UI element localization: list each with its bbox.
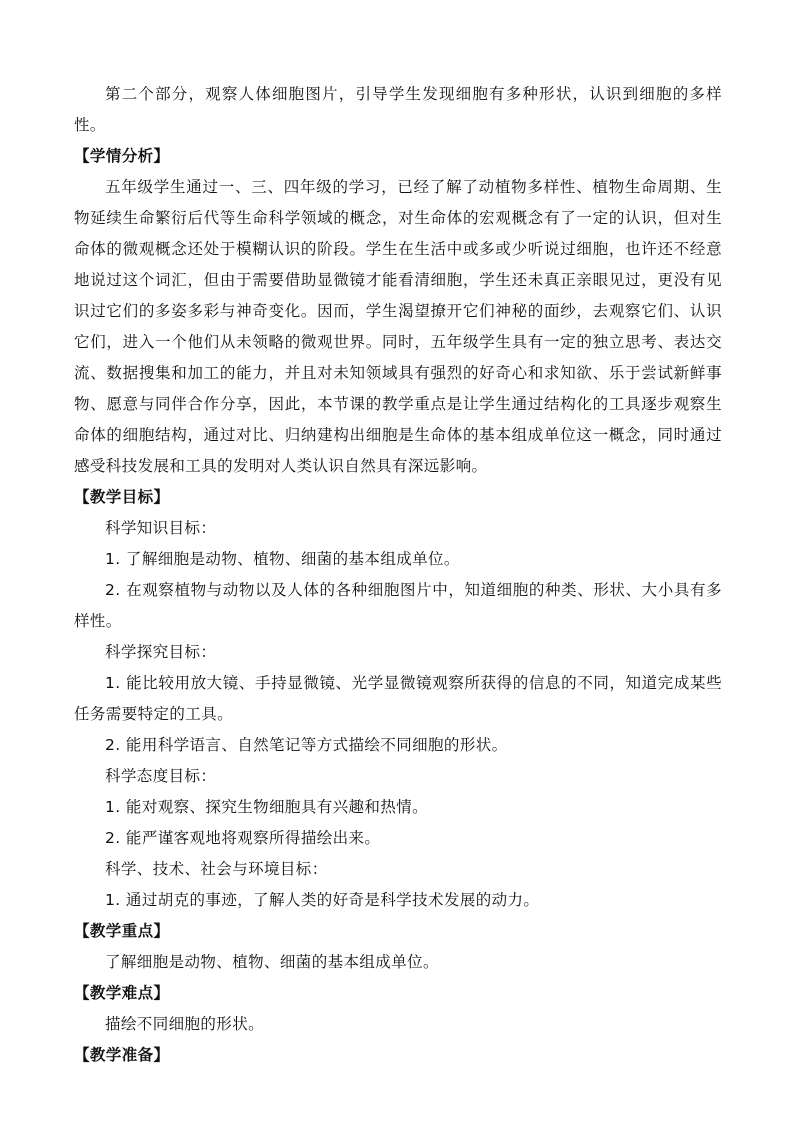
student-analysis-heading: 【学情分析】	[74, 147, 170, 165]
attitude-goal-item: 1. 能对观察、探究生物细胞具有兴趣和热情。	[105, 798, 429, 816]
preparation-heading: 【教学准备】	[74, 1046, 170, 1064]
stse-goal-title: 科学、技术、社会与环境目标：	[105, 860, 328, 878]
difficult-point-body: 描绘不同细胞的形状。	[105, 1015, 265, 1033]
knowledge-goal-item: 2. 在观察植物与动物以及人体的各种细胞图片中，知道细胞的种类、形状、大小具有多样性。	[74, 581, 722, 630]
key-point-body: 了解细胞是动物、植物、细菌的基本组成单位。	[105, 953, 439, 971]
intro-paragraph: 第二个部分，观察人体细胞图片，引导学生发现细胞有多种形状，认识到细胞的多样性。	[74, 85, 722, 134]
attitude-goal-item: 2. 能严谨客观地将观察所得描绘出来。	[105, 829, 381, 847]
key-point-heading: 【教学重点】	[74, 922, 170, 940]
teaching-goals-heading: 【教学目标】	[74, 488, 170, 506]
knowledge-goal-title: 科学知识目标：	[105, 519, 217, 537]
student-analysis-body: 五年级学生通过一、三、四年级的学习，已经了解了动植物多样性、植物生命周期、生物延续生命繁衍后代等生命科学领域的概念，对生命体的宏观概念有了一定的认识，但对生命体的微观概念还处于模糊认识的阶段。学生在生活中或多或少听说过细胞，也许还不经意地说过这个词汇，但由于需要借助显微镜才能看清细胞，学生还未真正亲眼见过，更没有见识过它们的多姿多彩与神奇变化。因而，学生渴望撩开它们神秘的面纱，去观察它们、认识它们，进入一个他们从未领略的微观世界。同时，五年级学生具有一定的独立思考、表达交流、数据搜集和加工的能力，并且对未知领域具有强烈的好奇心和求知欲、乐于尝试新鲜事物、愿意与同伴合作分享，因此，本节课的教学重点是让学生通过结构化的工具逐步观察生命体的细胞结构，通过对比、归纳建构出细胞是生命体的基本组成单位这一概念，同时通过感受科技发展和工具的发明对人类认识自然具有深远影响。	[74, 178, 722, 475]
attitude-goal-title: 科学态度目标：	[105, 767, 217, 785]
difficult-point-heading: 【教学难点】	[74, 984, 170, 1002]
stse-goal-item: 1. 通过胡克的事迹，了解人类的好奇是科学技术发展的动力。	[105, 891, 540, 909]
knowledge-goal-item: 1. 了解细胞是动物、植物、细菌的基本组成单位。	[105, 550, 460, 568]
inquiry-goal-title: 科学探究目标：	[105, 643, 217, 661]
inquiry-goal-item: 2. 能用科学语言、自然笔记等方式描绘不同细胞的形状。	[105, 736, 508, 754]
inquiry-goal-item: 1. 能比较用放大镜、手持显微镜、光学显微镜观察所获得的信息的不同，知道完成某些任务需要特定的工具。	[74, 674, 722, 723]
